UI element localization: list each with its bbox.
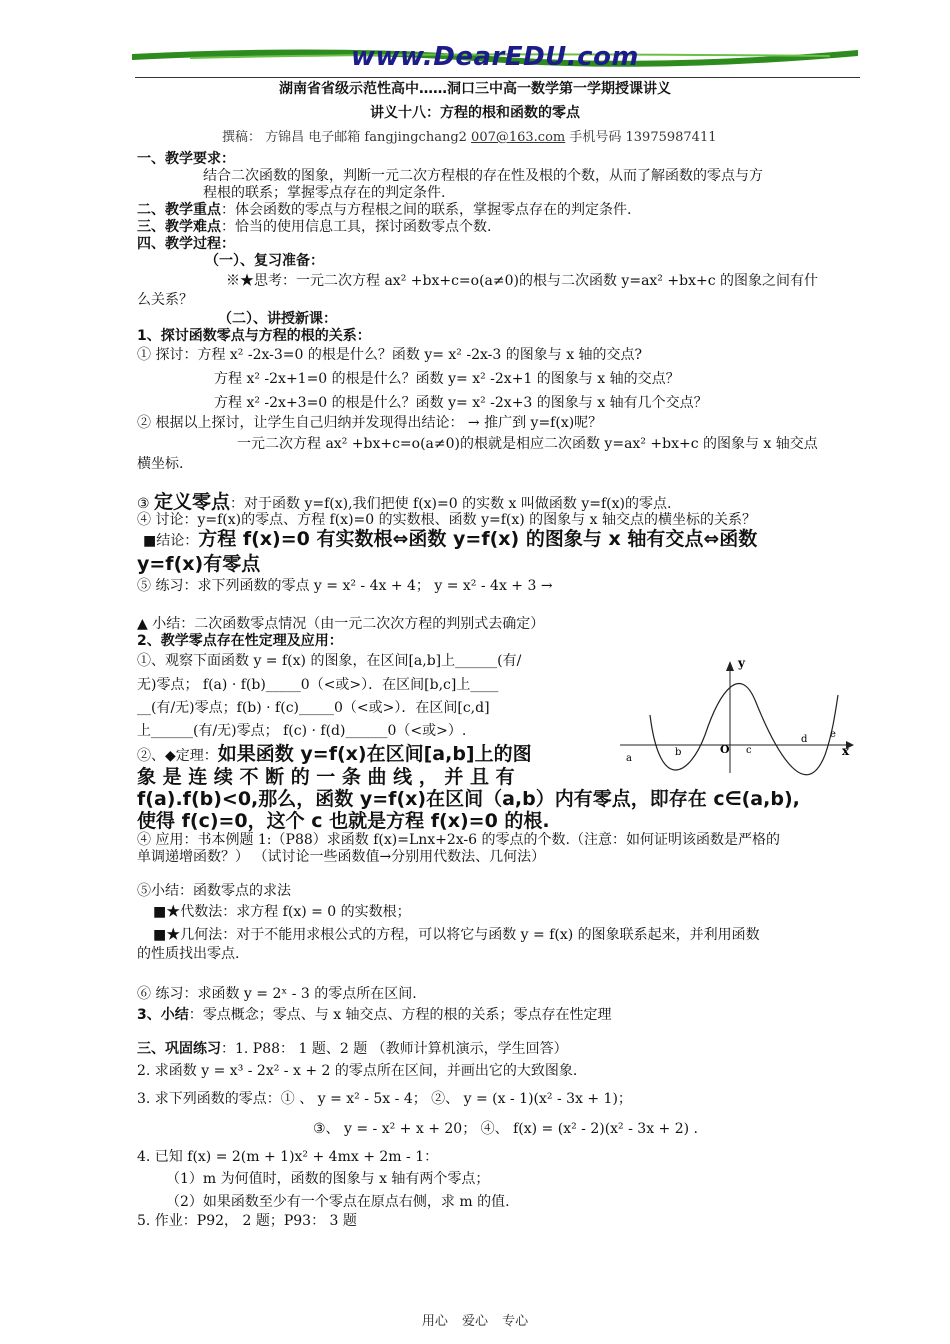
theorem-line-3: f(a).f(b)<0,那么，函数 y=f(x)在区间（a,b）内有零点，即存在 c∈(a,b), <box>137 788 800 810</box>
geometric-method-2: 的性质找出零点. <box>137 946 240 962</box>
key-conclusion-2: y=f(x)有零点 <box>137 553 261 575</box>
author-line-a: 撰稿： 方锦昌 电子邮箱 fangjingchang2 <box>222 130 472 145</box>
observe-line-2: 无)零点； f(a) · f(b)_____0（<或>）．在区间[b,c]上____ <box>137 677 499 693</box>
x-label: x <box>842 744 850 758</box>
think-line-2: 么关系？ <box>137 292 193 308</box>
y-axis-arrow-icon <box>726 661 734 671</box>
section-1-heading: 一、教学要求： <box>137 151 235 167</box>
algebraic-method: ■★代数法：求方程 f(x) = 0 的实数根； <box>153 904 411 920</box>
site-logo: www.DearEDU.com <box>350 42 640 72</box>
point-b-label: b <box>675 747 682 758</box>
site-banner <box>130 40 860 74</box>
practice-3a: 3. 求下列函数的零点：① 、 y = x² - 5x - 4； ②、 y = (x - 1)(x² - 3x + 1)； <box>137 1091 632 1107</box>
key-conclusion-1: ■结论：方程 f(x)=0 有实数根⇔函数 y=f(x) 的图象与 x 轴有交点⇔函数 <box>143 528 758 550</box>
explore-q2: 方程 x² -2x+1=0 的根是什么？函数 y= x² -2x+1 的图象与 x 轴的交点？ <box>214 371 680 387</box>
review-heading: （一）、复习准备： <box>205 253 324 269</box>
conclusion-prompt: ② 根据以上探讨，让学生自己归纳并发现得出结论： → 推广到 y=f(x)呢？ <box>137 415 603 431</box>
discussion-line: ④ 讨论：y=f(x)的零点、方程 f(x)=0 的实数根、函数 y=f(x) 的图象与 x 轴交点的横坐标的关系？ <box>137 512 756 528</box>
practice-3b: ③、 y = - x² + x + 20； ④、 f(x) = (x² - 2)(x² - 3x + 2) . <box>313 1121 699 1137</box>
think-line-1: ※★思考：一元二次方程 ax² +bx+c=o(a≠0)的根与二次函数 y=ax² +bx+c 的图象之间有什 <box>226 273 818 289</box>
theorem-line-2: 象 是 连 续 不 断 的 一 条 曲 线 ， 并 且 有 <box>137 766 515 788</box>
practice-4: 4. 已知 f(x) = 2(m + 1)x² + 4mx + 2m - 1： <box>137 1149 439 1165</box>
new-lesson-heading: （二）、讲授新课： <box>218 311 337 327</box>
conclusion-line-1: 一元二次方程 ax² +bx+c=o(a≠0)的根就是相应二次函数 y=ax² +bx+c 的图象与 x 轴交点 <box>237 436 818 452</box>
practice-2: 2. 求函数 y = x³ - 2x² - x + 2 的零点所在区间，并画出它的大致图象. <box>137 1063 578 1079</box>
observe-line-4: 上______(有/无)零点； f(c) · f(d)______0（<或>）. <box>137 723 467 739</box>
function-graph <box>620 655 860 780</box>
lecture-title: 讲义十八：方程的根和函数的零点 <box>370 105 580 121</box>
theorem-line-4: 使得 f(c)=0，这个 c 也就是方程 f(x)=0 的根. <box>137 810 550 832</box>
practice-4-part-1: （1）m 为何值时，函数的图象与 x 轴有两个零点； <box>166 1171 490 1187</box>
section-2: 二、教学重点：体会函数的零点与方程根之间的联系，掌握零点存在的判定条件. <box>137 202 632 218</box>
application-line-1: ④ 应用：书本例题 1:（P88）求函数 f(x)=Lnx+2x-6 的零点的个数.（注意：如何证明该函数是严格的 <box>137 832 780 848</box>
part-1-heading: 1、探讨函数零点与方程的根的关系： <box>137 328 371 344</box>
application-line-2: 单调递增函数？） （试讨论一些函数值→分别用代数法、几何法） <box>137 849 546 865</box>
theorem-line-1: ②、◆定理：如果函数 y=f(x)在区间[a,b]上的图 <box>137 743 532 765</box>
email-link[interactable]: 007@163.com <box>471 130 566 145</box>
homework: 5. 作业：P92， 2 题；P93： 3 题 <box>137 1213 357 1229</box>
point-a-label: a <box>626 753 632 764</box>
part-3: 3、小结：零点概念；零点、与 x 轴交点、方程的根的关系；零点存在性定理 <box>137 1007 612 1023</box>
observe-line-3: __(有/无)零点；f(b) · f(c)_____0（<或>）．在区间[c,d] <box>137 700 490 716</box>
school-title: 湖南省省级示范性高中……洞口三中高一数学第一学期授课讲义 <box>279 81 671 97</box>
section-1-line-1: 结合二次函数的图象，判断一元二次方程根的存在性及根的个数，从而了解函数的零点与方 <box>203 168 763 184</box>
definition-zero: ③ 定义零点：对于函数 y=f(x),我们把使 f(x)=0 的实数 x 叫做函数 y=f(x)的零点. <box>137 491 672 513</box>
exercise-6: ⑥ 练习：求函数 y = 2ˣ - 3 的零点所在区间. <box>137 986 417 1002</box>
section-1-line-2: 程根的联系；掌握零点存在的判定条件. <box>203 185 446 201</box>
author-line-b: 手机号码 13975987411 <box>565 130 717 145</box>
exercise-5: ⑤ 练习：求下列函数的零点 y = x² - 4x + 4； y = x² - 4x + 3 → <box>137 578 553 594</box>
origin-label: O <box>720 743 730 756</box>
point-c-label: c <box>746 745 752 756</box>
explore-q1: ① 探讨：方程 x² -2x-3=0 的根是什么？函数 y= x² -2x-3 的图象与 x 轴的交点? <box>137 347 643 363</box>
section-4-heading: 四、教学过程： <box>137 236 235 252</box>
practice-heading: 三、巩固练习：1. P88： 1 题、2 题 （教师计算机演示，学生回答） <box>137 1041 568 1057</box>
page-footer: 用心 爱心 专心 <box>421 1314 529 1329</box>
conclusion-line-2: 横坐标. <box>137 456 184 472</box>
point-d-label: d <box>801 734 808 745</box>
part-2-heading: 2、教学零点存在性定理及应用： <box>137 633 343 649</box>
point-e-label: e <box>830 729 836 740</box>
y-label: y <box>738 656 745 670</box>
function-curve <box>650 684 838 775</box>
observe-line-1: ①、观察下面函数 y = f(x) 的图象，在区间[a,b]上______(有/ <box>137 653 522 669</box>
method-summary: ⑤小结：函数零点的求法 <box>137 883 291 899</box>
author-line <box>222 129 717 147</box>
explore-q3: 方程 x² -2x+3=0 的根是什么？函数 y= x² -2x+3 的图象与 x 轴有几个交点？ <box>214 395 708 411</box>
geometric-method-1: ■★几何法：对于不能用求根公式的方程，可以将它与函数 y = f(x) 的图象联系起来，并利用函数 <box>153 927 760 943</box>
header-rule <box>135 77 860 78</box>
section-3: 三、教学难点：恰当的使用信息工具，探讨函数零点个数. <box>137 219 492 235</box>
practice-4-part-2: （2）如果函数至少有一个零点在原点右侧，求 m 的值. <box>166 1194 510 1210</box>
summary-quadratic: ▲ 小结：二次函数零点情况（由一元二次次方程的判别式去确定） <box>137 616 545 632</box>
